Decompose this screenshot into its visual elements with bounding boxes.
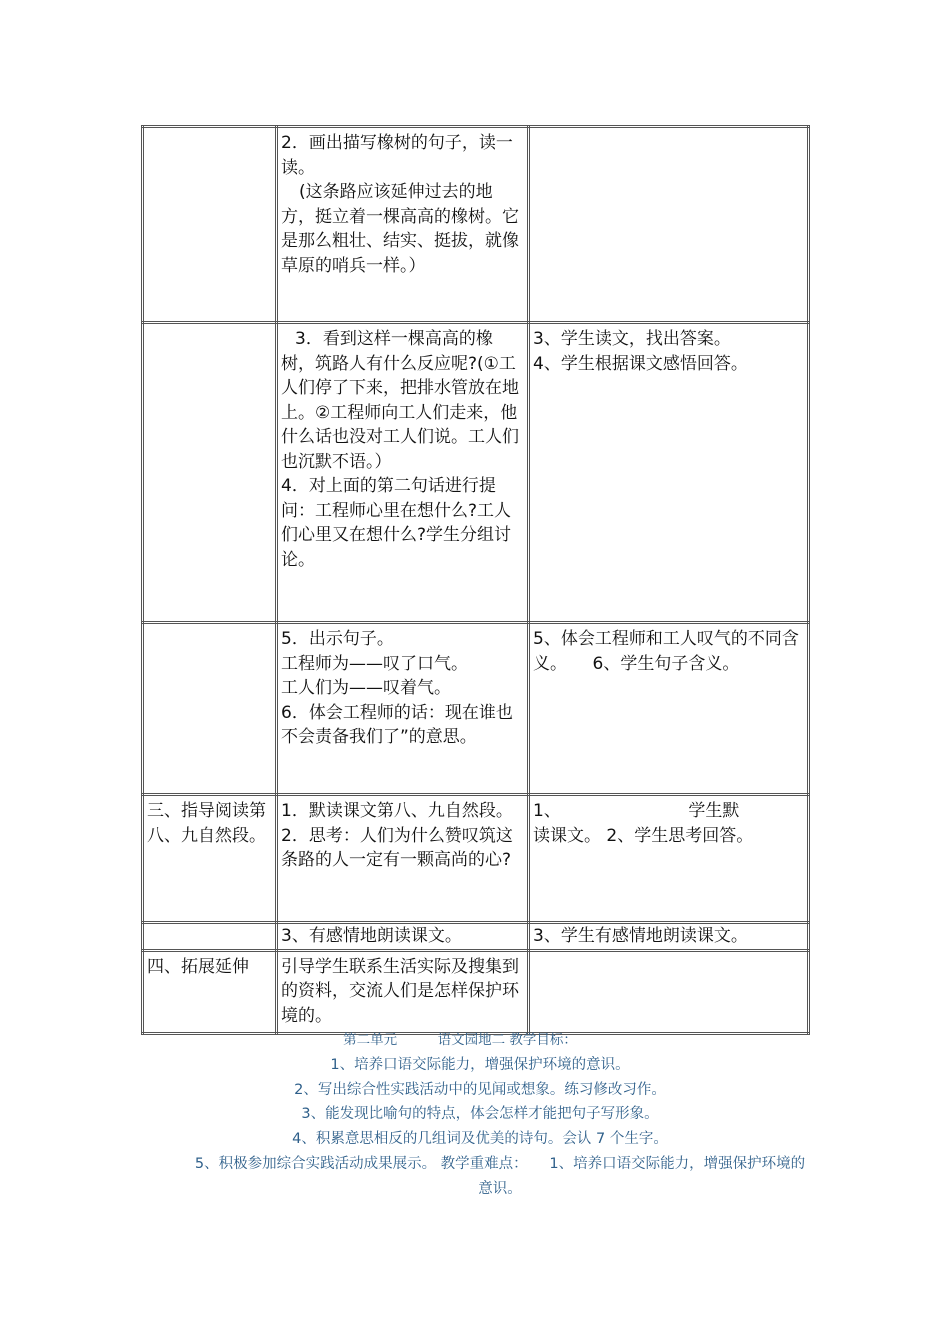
table-row — [143, 923, 809, 951]
objective-line: 2、写出综合性实践活动中的见闻或想象。练习修改习作。 — [294, 1081, 666, 1098]
step-title: 三、指导阅读第八、九自然段。 — [147, 801, 266, 846]
student-activity-cell — [529, 323, 809, 623]
cell-paragraph: 1、 学生默 — [533, 801, 740, 821]
unit-objectives — [150, 1028, 810, 1202]
objective-line: 3、能发现比喻句的特点，体会怎样才能把句子写形象。 — [301, 1106, 659, 1123]
step-cell — [143, 127, 277, 323]
cell-paragraph: 1．默读课文第八、九自然段。 — [281, 801, 513, 821]
step-cell — [143, 323, 277, 623]
cell-paragraph: 引导学生联系生活实际及搜集到的资料，交流人们是怎样保护环境的。 — [281, 956, 519, 1026]
teacher-activity-cell — [277, 795, 529, 923]
cell-paragraph: 3、学生读文，找出答案。 — [533, 329, 731, 349]
teacher-activity-cell — [277, 923, 529, 951]
step-title: 四、拓展延伸 — [147, 956, 249, 977]
cell-paragraph: 工程师为——叹了口气。 — [281, 653, 468, 674]
step-cell — [143, 795, 277, 923]
cell-paragraph: 5．出示句子。 — [281, 629, 394, 649]
student-activity-cell — [529, 950, 809, 1034]
cell-paragraph: 2．画出描写橡树的句子，读一读。 — [281, 133, 513, 178]
cell-paragraph: 3、学生有感情地朗读课文。 — [533, 926, 748, 946]
table-row — [143, 950, 809, 1034]
cell-paragraph: 4．对上面的第二句话进行提问：工程师心里在想什么?工人们心里又在想什么?学生分组讨论。 — [281, 476, 512, 570]
student-activity-cell — [529, 127, 809, 323]
cell-paragraph: (这条路应该延伸过去的地方，挺立着一棵高高的橡树。它是那么粗壮、结实、挺拔，就像草原的哨兵一样。） — [281, 182, 519, 276]
table-row — [143, 323, 809, 623]
teacher-activity-cell — [277, 127, 529, 323]
cell-paragraph: 工人们为——叹着气。 — [281, 678, 451, 698]
step-cell — [143, 623, 277, 795]
cell-paragraph: 5、体会工程师和工人叹气的不同含义。 6、学生句子含义。 — [533, 629, 799, 674]
cell-paragraph: 4、学生根据课文感悟回答。 — [533, 353, 748, 374]
objective-line: 5、积极参加综合实践活动成果展示。 教学重难点： 1、培养口语交际能力，增强保护环境的意识。 — [194, 1155, 806, 1197]
teacher-activity-cell — [277, 323, 529, 623]
lesson-plan-table — [141, 125, 810, 1035]
table-row — [143, 795, 809, 923]
cell-paragraph: 6．体会工程师的话：现在谁也不会责备我们了”的意思。 — [281, 702, 513, 747]
step-cell — [143, 950, 277, 1034]
cell-paragraph: 3．看到这样一棵高高的橡树，筑路人有什么反应呢?(①工人们停了下来，把排水管放在地上。②工程师向工人们走来，他什么话也没对工人们说。工人们也沉默不语。） — [281, 329, 519, 472]
student-activity-cell — [529, 623, 809, 795]
unit-heading: 第二单元 语文园地二 教学目标： — [343, 1032, 577, 1048]
cell-paragraph: 3、有感情地朗读课文。 — [281, 926, 462, 946]
teacher-activity-cell — [277, 623, 529, 795]
cell-paragraph: 读课文。 2、学生思考回答。 — [533, 825, 754, 846]
objective-line: 4、积累意思相反的几组词及优美的诗句。会认 7 个生字。 — [292, 1131, 668, 1148]
teacher-activity-cell — [277, 950, 529, 1034]
objective-line: 1、培养口语交际能力，增强保护环境的意识。 — [330, 1056, 630, 1073]
student-activity-cell — [529, 923, 809, 951]
table-row — [143, 623, 809, 795]
cell-paragraph: 2．思考：人们为什么赞叹筑这条路的人一定有一颗高尚的心? — [281, 825, 513, 870]
step-cell — [143, 923, 277, 951]
table-row — [143, 127, 809, 323]
student-activity-cell — [529, 795, 809, 923]
